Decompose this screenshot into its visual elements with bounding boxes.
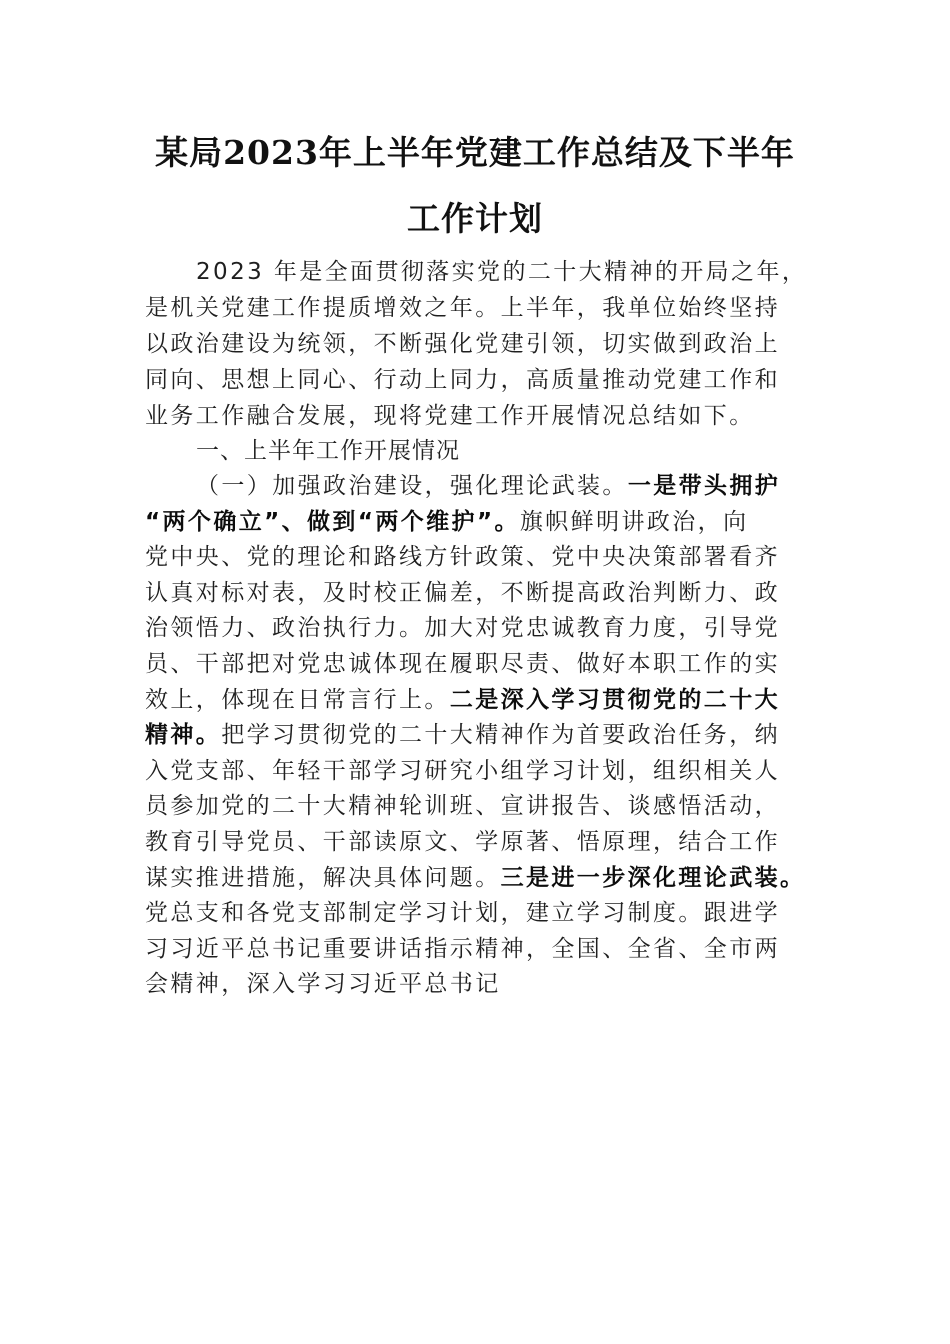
intro-line: 业务工作融合发展，现将党建工作开展情况总结如下。 bbox=[145, 403, 755, 429]
bold-text-run: 二是深入学习贯彻党的二十大 bbox=[449, 686, 781, 713]
body-line bbox=[145, 576, 815, 610]
text-run: 把学习贯彻党的二十大精神作为首要政治任务，纳 bbox=[221, 722, 781, 749]
bold-text-run: 精神。 bbox=[145, 722, 222, 749]
bold-text-run: 三是进一步深化理论武装。 bbox=[500, 864, 806, 891]
body-line bbox=[145, 683, 815, 717]
body-line bbox=[145, 505, 815, 539]
body-line bbox=[145, 718, 815, 752]
document-title-line-2: 工作计划 bbox=[407, 199, 543, 238]
intro-line: 同向、思想上同心、行动上同力，高质量推动党建工作和 bbox=[145, 367, 780, 393]
body-line bbox=[196, 469, 816, 503]
text-run: 会精神，深入学习习近平总书记 bbox=[145, 971, 501, 998]
text-run: 治领悟力、政治执行力。加大对党忠诚教育力度，引导党 bbox=[145, 615, 780, 642]
body-line bbox=[145, 540, 815, 574]
body-line bbox=[145, 789, 815, 823]
text-run: 认真对标对表，及时校正偏差，不断提高政治判断力、政 bbox=[145, 579, 780, 606]
bold-text-run: 一是带头拥护 bbox=[627, 473, 781, 499]
text-run: 习习近平总书记重要讲话指示精神，全国、全省、全市两 bbox=[145, 935, 780, 962]
section-heading: 一、上半年工作开展情况 bbox=[196, 438, 460, 464]
text-run: 效上，体现在日常言行上。 bbox=[145, 686, 450, 713]
text-run: 入党支部、年轻干部学习研究小组学习计划，组织相关人 bbox=[145, 757, 780, 784]
intro-line: 是机关党建工作提质增效之年。上半年，我单位始终坚持 bbox=[145, 295, 780, 321]
text-run: 党总支和各党支部制定学习计划，建立学习制度。跟进学 bbox=[145, 900, 780, 927]
document-title-line-1: 某局2023年上半年党建工作总结及下半年 bbox=[155, 133, 795, 172]
text-run: 教育引导党员、干部读原文、学原著、悟原理，结合工作 bbox=[145, 829, 780, 855]
body-line bbox=[145, 611, 815, 645]
body-line bbox=[145, 647, 815, 681]
text-run: 党中央、党的理论和路线方针政策、党中央决策部署看齐 bbox=[145, 544, 780, 571]
body-line bbox=[145, 932, 815, 966]
text-run: 员参加党的二十大精神轮训班、宣讲报告、谈感悟活动， bbox=[145, 793, 780, 820]
intro-line: 以政治建设为统领，不断强化党建引领，切实做到政治上 bbox=[145, 331, 780, 357]
intro-line: 2023 年是全面贯彻落实党的二十大精神的开局之年， bbox=[196, 259, 808, 285]
body-line bbox=[145, 861, 815, 895]
body-line bbox=[145, 825, 815, 859]
text-run: 谋实推进措施，解决具体问题。 bbox=[145, 864, 501, 891]
text-run: （一）加强政治建设，强化理论武装。 bbox=[196, 473, 628, 499]
text-run: 旗帜鲜明讲政治，向 bbox=[519, 508, 749, 535]
body-line bbox=[145, 754, 815, 788]
body-line bbox=[145, 967, 815, 1001]
text-run: 员、干部把对党忠诚体现在履职尽责、做好本职工作的实 bbox=[145, 651, 780, 677]
body-line bbox=[145, 896, 815, 930]
bold-text-run: “两个确立”、做到“两个维护”。 bbox=[145, 508, 520, 535]
